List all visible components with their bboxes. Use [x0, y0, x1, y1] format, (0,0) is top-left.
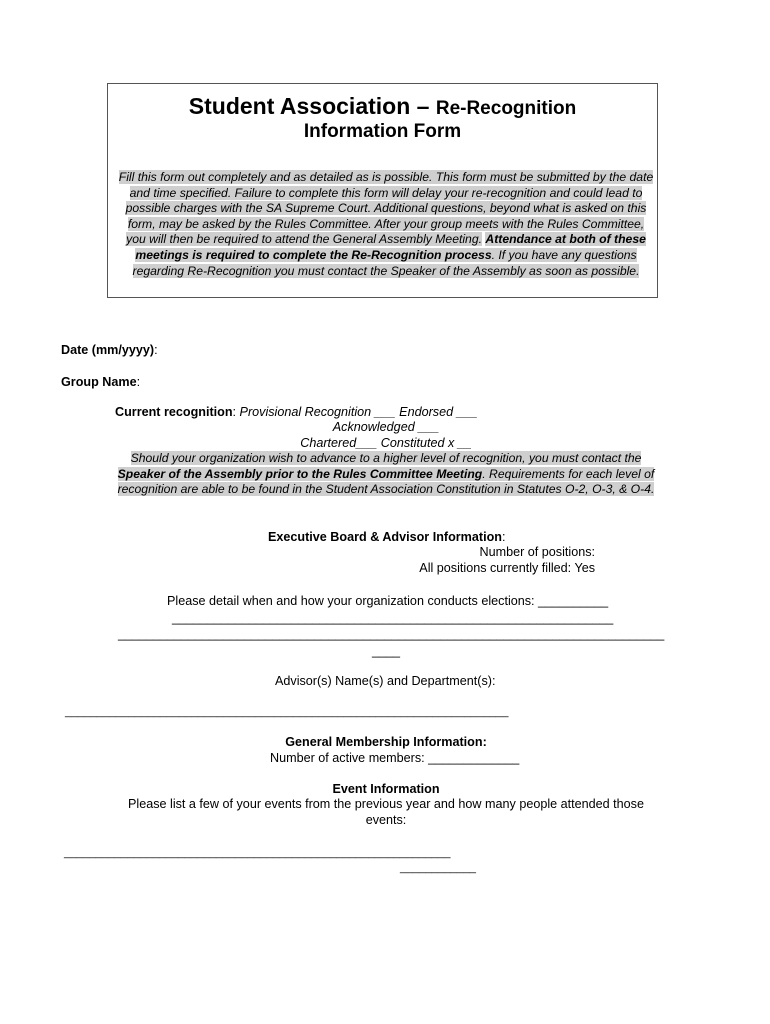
- event-answer-line-2[interactable]: ____________: [400, 862, 477, 874]
- title-part-1: Student Association: [188, 93, 411, 119]
- positions-count-field[interactable]: Number of positions:: [479, 545, 595, 559]
- recognition-note-start: Should your organization wish to advance to a higher level of recognition, you must contact the: [130, 451, 642, 465]
- advisor-answer-line[interactable]: ______________________________________________________________________: [65, 706, 509, 718]
- intro-bold-text: Attendance at both of these meetings is required to complete the Re-Recognition process: [135, 232, 646, 262]
- group-name-colon: :: [136, 375, 141, 389]
- recognition-options-1: Provisional Recognition ___ Endorsed ___: [239, 405, 478, 419]
- recognition-note: [113, 451, 659, 498]
- form-title: [107, 93, 658, 120]
- recognition-line-1: [115, 405, 478, 421]
- positions-filled-field[interactable]: All positions currently filled: Yes: [419, 561, 595, 575]
- recognition-label: Current recognition: [115, 405, 233, 419]
- recognition-options-2: Acknowledged ___: [332, 420, 440, 434]
- elections-answer-line-2[interactable]: ______________________________________________________________________________: [118, 627, 665, 641]
- elections-prompt[interactable]: Please detail when and how your organization conducts elections: __________: [167, 594, 609, 608]
- recognition-colon: :: [232, 405, 240, 419]
- event-heading: [113, 782, 659, 796]
- executive-heading: [268, 530, 505, 544]
- date-label: Date (mm/yyyy): [61, 343, 155, 357]
- recognition-options-3: Chartered___ Constituted x __: [300, 436, 472, 450]
- intro-text: Fill this form out completely and as detailed as is possible. This form must be submitted by the date and time specified. Failure to complete this form will delay your re-recognition and could lead to possible charges with the SA Supreme Court. Additional questions, beyond what is asked on this form, may be asked by the Rules Committee. After your group meets with the Rules Committee, you will then be required to attend the General Assembly Meeting.: [118, 170, 654, 247]
- recognition-note-end: . Requirements for each level of recognition are able to be found in the Student Association Constitution in Statutes O-2, O-3, & O-4.: [117, 466, 655, 497]
- event-prompt-line-2: events:: [365, 813, 407, 827]
- group-name-label: Group Name: [61, 375, 137, 389]
- form-subtitle: Information Form: [303, 121, 462, 142]
- elections-answer-line-1[interactable]: _______________________________________________________________: [172, 611, 614, 625]
- title-dash: –: [410, 93, 436, 119]
- date-colon: :: [154, 343, 158, 357]
- executive-heading-text: Executive Board & Advisor Information: [268, 530, 502, 544]
- advisor-prompt: Advisor(s) Name(s) and Department(s):: [275, 674, 496, 688]
- event-prompt-line-1: Please list a few of your events from the previous year and how many people attended those: [128, 797, 644, 811]
- event-heading-text: Event Information: [332, 782, 440, 796]
- event-answer-line-1[interactable]: _____________________________________________________________: [64, 847, 451, 859]
- date-field[interactable]: [61, 343, 158, 357]
- membership-heading: [113, 735, 659, 749]
- group-name-field[interactable]: [61, 375, 140, 389]
- recognition-note-bold: Speaker of the Assembly prior to the Rules Committee Meeting: [117, 466, 483, 481]
- membership-heading-text: General Membership Information:: [285, 735, 487, 749]
- intro-end-text: . If you have any questions regarding Re-Recognition you must contact the Speaker of the Assembly as soon as possible.: [132, 247, 640, 278]
- intro-paragraph: [118, 170, 654, 279]
- title-part-2: Re-Recognition: [435, 98, 577, 119]
- active-members-field[interactable]: Number of active members: _____________: [270, 751, 520, 765]
- elections-answer-line-3[interactable]: ____: [372, 644, 401, 658]
- executive-heading-colon: :: [501, 530, 506, 544]
